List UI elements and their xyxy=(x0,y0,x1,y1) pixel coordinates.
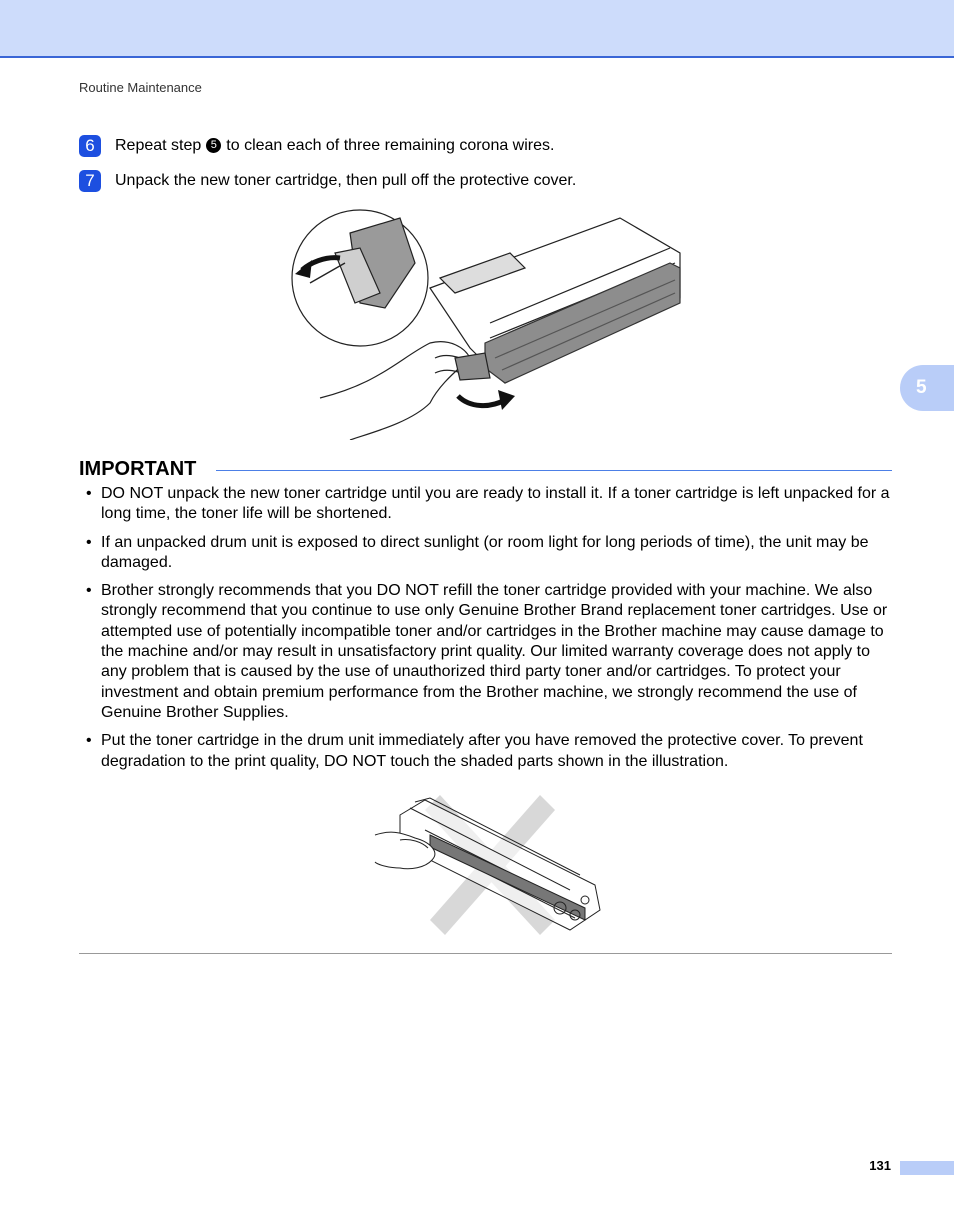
step-6 xyxy=(79,135,554,157)
step-text: Unpack the new toner cartridge, then pull off the protective cover. xyxy=(115,172,577,189)
list-item: • Brother strongly recommends that you DO NOT refill the toner cartridge provided with your machine. We also strongly recommend that you continue to use only Genuine Brother Brand replacement toner cartridges. Use or attempted use of potentially incompatible toner and/or cartridges in the Brother machine may cause damage to the machine and/or may result in unsatisfactory print quality. Our limited warranty coverage does not apply to any problem that is caused by the use of unauthorized third party toner and/or cartridges. To protect your investment and obtain premium performance from the Brother machine, we strongly recommend the use of Genuine Brother Supplies. xyxy=(79,581,892,723)
running-header: Routine Maintenance xyxy=(79,80,202,95)
list-item: • DO NOT unpack the new toner cartridge until you are ready to install it. If a toner cartridge is left unpacked for a long time, the toner life will be shortened. xyxy=(79,484,892,525)
important-list xyxy=(79,484,892,780)
important-heading: IMPORTANT xyxy=(79,458,197,480)
toner-cartridge-illustration xyxy=(290,208,690,440)
list-item: • If an unpacked drum unit is exposed to direct sunlight (or room light for long periods of time), the unit may be damaged. xyxy=(79,533,892,574)
bottom-rule xyxy=(79,953,892,954)
list-item: • Put the toner cartridge in the drum unit immediately after you have removed the protective cover. To prevent degradation to the print quality, DO NOT touch the shaded parts shown in the illustration. xyxy=(79,731,892,772)
chapter-tab: 5 xyxy=(900,365,954,411)
page-tab xyxy=(900,1161,954,1175)
header-band xyxy=(0,0,954,58)
do-not-touch-illustration xyxy=(370,790,605,940)
step-reference-badge: 5 xyxy=(206,138,221,153)
important-rule xyxy=(216,470,892,471)
page-number: 131 xyxy=(869,1158,891,1173)
step-7 xyxy=(79,170,576,192)
step-number-badge: 6 xyxy=(79,135,101,157)
step-number-badge: 7 xyxy=(79,170,101,192)
step-text: Repeat step 5 to clean each of three remaining corona wires. xyxy=(115,137,555,154)
